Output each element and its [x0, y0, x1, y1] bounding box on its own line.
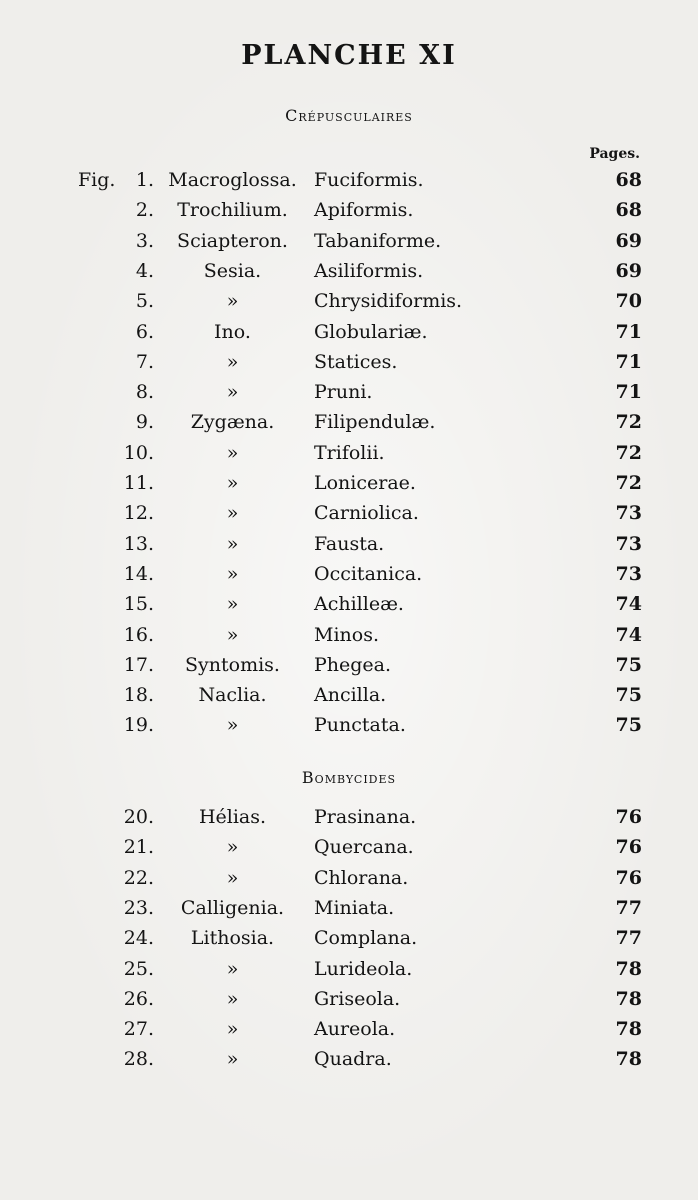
species-name: Tabaniforme.: [314, 229, 442, 252]
list-item: [0, 802, 698, 832]
page-number: 78: [615, 1018, 642, 1041]
list-item: [0, 347, 698, 377]
genus-name: Trochilium.: [177, 199, 288, 222]
page-number: 75: [615, 653, 642, 676]
genus-name: »: [226, 350, 239, 373]
list-item: [0, 468, 698, 498]
figure-number: 23.: [123, 896, 154, 919]
page-number: 72: [615, 441, 642, 464]
species-name: Globulariæ.: [314, 320, 428, 343]
figure-number: 26.: [123, 987, 154, 1010]
list-item: [0, 226, 698, 256]
list-item: [0, 498, 698, 528]
genus-name: »: [226, 957, 239, 980]
page-number: 76: [615, 806, 642, 828]
list-item: [0, 863, 698, 893]
list-item: [0, 165, 698, 195]
page-number: 78: [615, 957, 642, 980]
page-number: 78: [615, 1048, 642, 1071]
genus-name: »: [226, 623, 239, 646]
list-item: [0, 195, 698, 225]
page-number: 76: [615, 866, 642, 889]
page-number: 71: [615, 350, 642, 373]
figure-number: 2.: [135, 199, 154, 222]
figure-number: 8.: [135, 381, 154, 404]
species-name: Filipendulæ.: [314, 411, 436, 434]
page-number: 73: [615, 562, 642, 585]
list-item: [0, 832, 698, 862]
species-name: Phegea.: [314, 653, 392, 676]
genus-name: Hélias.: [198, 806, 267, 828]
list-item: [0, 620, 698, 650]
page-number: 68: [615, 169, 642, 191]
figure-number: 12.: [123, 502, 154, 525]
species-name: Ancilla.: [314, 684, 387, 707]
figure-number: 10.: [123, 441, 154, 464]
genus-name: »: [226, 1018, 239, 1041]
page-title: PLANCHE XI: [241, 40, 457, 71]
species-name: Chrysidiformis.: [314, 290, 463, 313]
genus-name: »: [226, 1048, 239, 1071]
figure-number: 16.: [123, 623, 154, 646]
figure-number: 4.: [135, 259, 154, 282]
genus-name: »: [226, 472, 239, 494]
list-item: [0, 954, 698, 984]
list-item: [0, 256, 698, 286]
species-name: Lurideola.: [314, 957, 413, 980]
list-item: [0, 529, 698, 559]
figure-number: 3.: [135, 229, 154, 252]
species-name: Quadra.: [314, 1048, 392, 1071]
species-name: Complana.: [314, 927, 418, 950]
species-name: Prasinana.: [314, 806, 417, 828]
figure-number: 15.: [123, 593, 154, 616]
species-name: Griseola.: [314, 987, 401, 1010]
figure-number: 18.: [123, 684, 154, 707]
page-number: 75: [615, 684, 642, 707]
genus-name: »: [226, 502, 239, 525]
page-number: 69: [615, 259, 642, 282]
section-heading-bombycides: Bombycides: [301, 768, 397, 787]
page-number: 71: [615, 320, 642, 343]
species-name: Quercana.: [314, 836, 414, 859]
page-number: 72: [615, 411, 642, 434]
species-name: Lonicerae.: [314, 472, 416, 494]
page-number: 68: [615, 199, 642, 222]
page-number: 70: [615, 290, 642, 313]
species-name: Chlorana.: [314, 866, 409, 889]
genus-name: »: [226, 987, 239, 1010]
figure-number: 20.: [123, 806, 154, 828]
list-item: [0, 984, 698, 1014]
genus-name: »: [226, 866, 239, 889]
page-number: 74: [615, 623, 642, 646]
figure-number: 22.: [123, 866, 154, 889]
section-heading-crepusculaires: Crépusculaires: [285, 106, 413, 125]
figure-number: 7.: [135, 350, 154, 373]
list-item: [0, 710, 698, 740]
genus-name: Sesia.: [203, 259, 262, 282]
list-item: [0, 1014, 698, 1044]
figure-number: 24.: [123, 927, 154, 950]
figure-number: 19.: [123, 714, 154, 737]
species-name: Carniolica.: [314, 502, 419, 525]
list-item: [0, 680, 698, 710]
figure-number: 25.: [123, 957, 154, 980]
list-item: [0, 589, 698, 619]
species-name: Achilleæ.: [314, 593, 404, 616]
page-number: 69: [615, 229, 642, 252]
page-number: 76: [615, 836, 642, 859]
genus-name: Macroglossa.: [168, 169, 297, 191]
figure-number: 5.: [135, 290, 154, 313]
genus-name: »: [226, 593, 239, 616]
species-name: Apiformis.: [314, 199, 414, 222]
figure-number: 17.: [123, 653, 154, 676]
list-item: [0, 1044, 698, 1074]
genus-name: »: [226, 381, 239, 404]
list-item: [0, 650, 698, 680]
species-name: Fausta.: [314, 532, 385, 555]
figure-number: 14.: [123, 562, 154, 585]
page-number: 77: [615, 896, 642, 919]
species-name: Asiliformis.: [314, 259, 424, 282]
page-number: 73: [615, 502, 642, 525]
species-name: Occitanica.: [314, 562, 423, 585]
genus-name: »: [226, 836, 239, 859]
genus-name: Ino.: [214, 320, 251, 343]
page-number: 74: [615, 593, 642, 616]
figure-number: 6.: [135, 320, 154, 343]
species-name: Minos.: [314, 623, 379, 646]
species-name: Miniata.: [314, 896, 395, 919]
figure-number: 1.: [135, 169, 154, 191]
species-name: Punctata.: [314, 714, 406, 737]
page-number: 78: [615, 987, 642, 1010]
genus-name: Lithosia.: [190, 927, 275, 950]
list-item: [0, 286, 698, 316]
genus-name: Sciapteron.: [177, 229, 288, 252]
list-item: [0, 893, 698, 923]
list-item: [0, 317, 698, 347]
genus-name: Naclia.: [198, 684, 267, 707]
genus-name: Calligenia.: [180, 896, 285, 919]
pages-column-header: Pages.: [589, 146, 640, 162]
genus-name: Syntomis.: [185, 653, 280, 676]
list-item: [0, 377, 698, 407]
page-number: 71: [615, 381, 642, 404]
figure-number: 21.: [123, 836, 154, 859]
genus-name: »: [226, 441, 239, 464]
species-name: Aureola.: [314, 1018, 396, 1041]
page-number: 72: [615, 472, 642, 494]
figure-number: 13.: [123, 532, 154, 555]
list-item: [0, 438, 698, 468]
species-name: Pruni.: [314, 381, 373, 404]
figure-number: 28.: [123, 1048, 154, 1071]
page-number: 73: [615, 532, 642, 555]
page-number: 75: [615, 714, 642, 737]
list-item: [0, 923, 698, 953]
genus-name: »: [226, 714, 239, 737]
list-item: [0, 407, 698, 437]
page-number: 77: [615, 927, 642, 950]
genus-name: »: [226, 290, 239, 313]
species-name: Trifolii.: [314, 441, 385, 464]
genus-name: »: [226, 562, 239, 585]
species-name: Statices.: [314, 350, 398, 373]
genus-name: Zygæna.: [190, 411, 275, 434]
figure-number: 9.: [135, 411, 154, 434]
genus-name: »: [226, 532, 239, 555]
fig-prefix: Fig.: [78, 169, 116, 191]
figure-number: 11.: [123, 472, 154, 494]
list-item: [0, 559, 698, 589]
species-name: Fuciformis.: [314, 169, 424, 191]
figure-number: 27.: [123, 1018, 154, 1041]
